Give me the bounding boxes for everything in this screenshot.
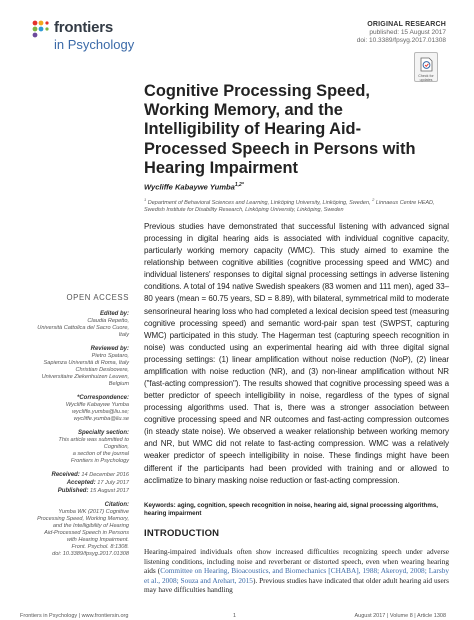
affiliation-1-sup: 1 xyxy=(144,197,147,202)
citation-line[interactable]: doi: 10.3389/fpsyg.2017.01308 xyxy=(52,551,129,557)
edited-by-label: Edited by: xyxy=(99,311,129,317)
reviewed-by xyxy=(14,353,129,388)
editor-line: Italy xyxy=(118,332,129,338)
reviewer-line: Belgium xyxy=(108,381,129,387)
reviewed-by-label: Reviewed by: xyxy=(90,346,129,352)
reviewer-line: Sapienza Università di Roma, Italy xyxy=(43,360,129,366)
check-updates-icon xyxy=(419,56,434,72)
specialty-line: Frontiers in Psychology xyxy=(70,458,129,464)
check-updates-label: Check for updates xyxy=(418,74,434,82)
citation-line: Front. Psychol. 8:1308. xyxy=(71,544,129,550)
specialty-section-label: Specialty section: xyxy=(77,430,129,436)
intro-reference-links[interactable]: Committee on Hearing, Bioacoustics, and Biomechanics [CHABA], 1988; Akeroyd, 2008; Larsby et al., 2008; Souza and Arehart, 2015 xyxy=(144,566,449,585)
received-label: Received: xyxy=(51,472,80,478)
specialty-line: a section of the journal xyxy=(72,451,129,457)
intro-text-before: Hearing-impaired individuals often show increased difficulties recognizing speech under adverse listening conditions, including noise and reverberant or distorted speech, even when wearing hearing aids ( xyxy=(144,547,449,576)
logo-journal: in Psychology xyxy=(54,37,135,52)
intro-text-after: ). Previous studies have indicated that older adult hearing aid users may have difficulties handling xyxy=(144,575,449,595)
logo-brand: frontiers xyxy=(54,19,114,36)
reviewer-line: Pietro Spataro, xyxy=(91,353,129,359)
accepted-label: Accepted: xyxy=(66,480,96,486)
frontiers-logo[interactable] xyxy=(30,19,140,55)
citation-line: Yumba WK (2017) Cognitive xyxy=(58,509,129,515)
published-date-side xyxy=(14,487,129,495)
specialty-section xyxy=(14,437,129,465)
author-name[interactable] xyxy=(144,182,244,192)
published-value: 15 August 2017 xyxy=(90,488,129,494)
author-name-text: Wycliffe Kabaywe Yumba xyxy=(144,182,235,192)
accepted-date xyxy=(14,479,129,487)
affiliation-2: Linnaeus Centre HEAD, Swedish Institute for Disability Research, Linköping University, Linköping, Sweden xyxy=(144,199,435,213)
reviewer-line: Universitaire Ziekenhuizen Leuven, xyxy=(41,374,129,380)
article-title: Cognitive Processing Speed, Working Memory, and the Intelligibility of Hearing Aid-Processed Speech in Persons with Hearing Impairment xyxy=(144,82,416,177)
doi-link[interactable]: doi: 10.3389/fpsyg.2017.01308 xyxy=(356,37,446,44)
published-label: Published: xyxy=(57,488,89,494)
correspondence-email[interactable]: wycliffe.yumba@liu.se xyxy=(73,416,129,422)
footer-issue-info: August 2017 | Volume 8 | Article 1308 xyxy=(354,613,446,619)
open-access-label: OPEN ACCESS xyxy=(66,293,129,302)
editor-line: Claudia Repetto, xyxy=(87,318,129,324)
received-value: 14 December 2016 xyxy=(81,472,129,478)
correspondence xyxy=(14,402,129,423)
accepted-value: 17 July 2017 xyxy=(97,480,129,486)
dates xyxy=(14,471,129,495)
specialty-line: This article was submitted to xyxy=(58,437,129,443)
received-date xyxy=(14,471,129,479)
footer-journal-link[interactable]: Frontiers in Psychology | www.frontiersin.org xyxy=(20,613,129,619)
affiliation-1: Department of Behavioral Sciences and Learning, Linköping University, Linköping, Sweden, xyxy=(147,199,371,206)
correspondence-name: Wycliffe Kabaywe Yumba xyxy=(65,402,129,408)
editor-line: Università Cattolica del Sacro Cuore, xyxy=(37,325,129,331)
affiliations xyxy=(144,196,444,214)
article-sidebar xyxy=(14,293,129,564)
frontiers-logo-icon xyxy=(30,19,52,41)
keywords-list: aging, cognition, speech recognition in noise, hearing aid, signal processing algorithms, hearing impairment xyxy=(144,502,438,517)
article-type: ORIGINAL RESEARCH xyxy=(367,21,446,28)
reviewer-line: Christian Desloovere, xyxy=(75,367,129,373)
citation-line: and the Intelligibility of Hearing xyxy=(52,523,129,529)
citation-line: Processing Speed, Working Memory, xyxy=(37,516,129,522)
published-date: published: 15 August 2017 xyxy=(369,29,446,36)
edited-by xyxy=(14,318,129,339)
keywords-label: Keywords: xyxy=(144,502,176,509)
correspondence-email[interactable]: wycliffe.yumba@liu.se; xyxy=(72,409,129,415)
correspondence-label: *Correspondence: xyxy=(76,395,129,401)
citation-line: Aid-Processed Speech in Persons xyxy=(44,530,129,536)
introduction-text xyxy=(144,547,449,595)
article-meta xyxy=(357,21,446,45)
citation xyxy=(14,509,129,558)
specialty-line: Cognition, xyxy=(103,444,129,450)
abstract-text: Previous studies have demonstrated that successful listening with advanced signal processing in digital hearing aids is associated with individual cognitive capacity, particularly working memory capacity (WMC). This study aimed to examine the relationship between cognitive abilities (cognitive processing speed and WMC) and individual listeners' responses to digital signal processing settings in adverse listening conditions. A total of 194 native Swedish speakers (83 women and 111 men), aged 33–80 years (mean = 60.75 years, SD = 8.89), with bilateral, symmetrical mild to moderate sensorineural hearing loss who had completed a lexical decision speed test (measuring cognitive processing speed) and semantic word-pair span test (SWPST, capturing WMC) participated in this study. The Hagerman test (capturing speech recognition in noise) was conducted using an experimental hearing aid with three digital signal processing settings: (1) linear amplification without noise reduction (NoP), (2) linear amplification with noise reduction (NR), and (3) non-linear amplification without NR ("fast-acting compression"). The results showed that cognitive processing speed was a better predictor of speech intelligibility in noise, regardless of the types of signal processing algorithms used. That is, there was a stronger association between cognitive processing speed and NR outcomes and fast-acting compression outcomes (in steady state noise). We observed a weaker relationship between working memory and NR, but WMC did not relate to fast-acting compression. WMC was a relatively weaker predictor of speech intelligibility in noise. These findings might have been different if the participants had been provided with training and or allowed to acclimatize to binary masking noise reduction or fast-acting compression. xyxy=(144,222,449,485)
check-for-updates-button[interactable] xyxy=(414,52,438,82)
citation-line: with Hearing Impairment. xyxy=(66,537,129,543)
affiliation-2-sup: 2 xyxy=(372,197,375,202)
citation-label: Citation: xyxy=(104,502,129,508)
page-number: 1 xyxy=(233,613,237,619)
keywords xyxy=(144,502,449,518)
introduction-heading: INTRODUCTION xyxy=(144,528,220,539)
author-sup: 1,2* xyxy=(234,182,244,188)
